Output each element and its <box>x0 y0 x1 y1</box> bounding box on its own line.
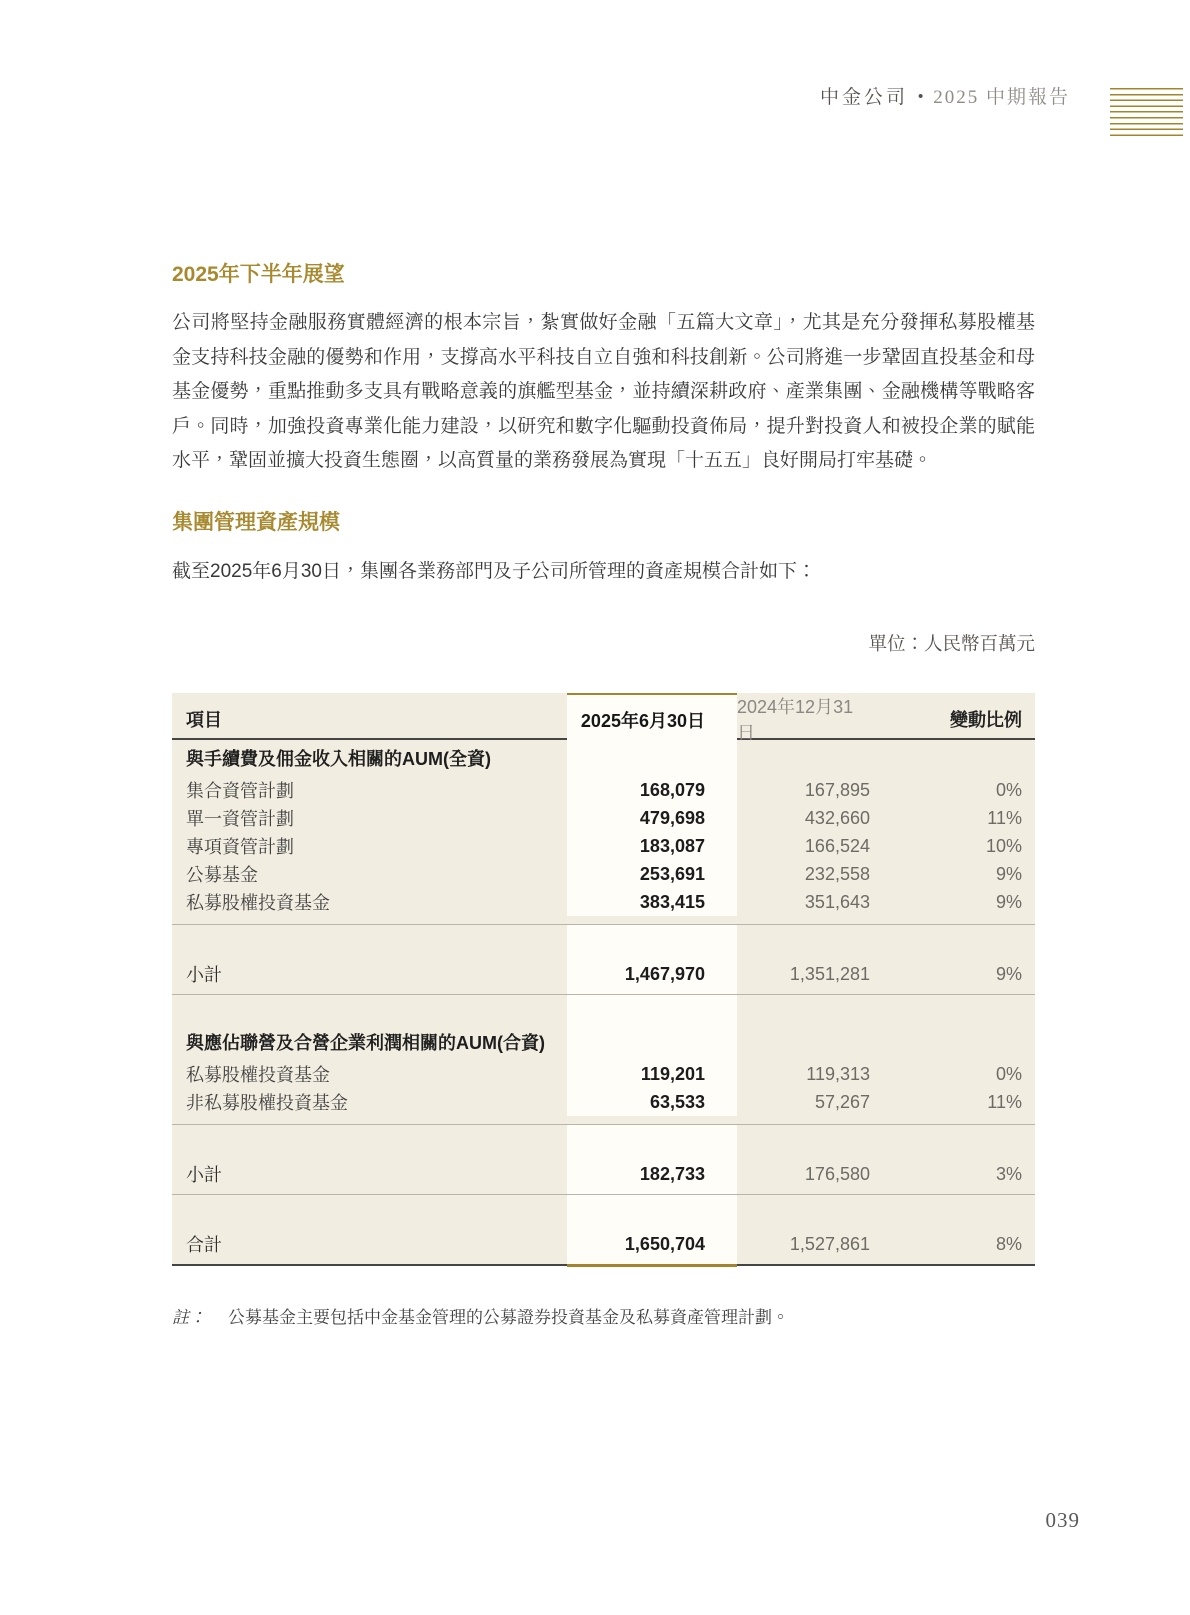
unit-label: 單位：人民幣百萬元 <box>868 633 1035 654</box>
value-current-period <box>567 995 737 1024</box>
table-spacer-row <box>172 1195 1035 1224</box>
page-number: 039 <box>1045 1508 1080 1532</box>
table-row <box>172 954 1035 995</box>
value-current-period: 119,201 <box>567 1060 737 1088</box>
value-previous-period <box>737 740 895 776</box>
value-current-period <box>567 1195 737 1224</box>
value-previous-period: 1,527,861 <box>789 1233 870 1254</box>
table-row <box>172 888 1035 925</box>
value-change-percent <box>895 1195 1035 1224</box>
outlook-paragraph: 公司將堅持金融服務實體經濟的根本宗旨，紮實做好金融「五篇大文章」，尤其是充分發揮私募股權基金支持科技金融的優勢和作用，支撐高水平科技自立自強和科技創新。公司將進一步鞏固直投基金和母基金優勢，重點推動多支具有戰略意義的旗艦型基金，並持續深耕政府、產業集團、金融機構等戰略客戶。同時，加強投資專業化能力建設，以研究和數字化驅動投資佈局，提升對投資人和被投企業的賦能水平，鞏固並擴大投資生態圈，以高質量的業務發展為實現「十五五」良好開局打牢基礎。 <box>172 312 1035 471</box>
footnote-prefix: 註： <box>172 1308 206 1327</box>
value-current-period <box>567 740 737 776</box>
value-current-period: 383,415 <box>567 888 737 916</box>
item-label: 公募基金 <box>186 865 258 885</box>
value-current-period <box>567 1024 737 1060</box>
value-previous-period <box>737 925 895 954</box>
table-row <box>172 860 1035 888</box>
aum-intro-text: 截至2025年6月30日，集團各業務部門及子公司所管理的資產規模合計如下： <box>172 560 816 582</box>
item-label: 非私募股權投資基金 <box>186 1093 348 1113</box>
value-change-percent <box>895 1125 1035 1154</box>
value-previous-period: 57,267 <box>814 1091 870 1112</box>
value-current-period: 253,691 <box>567 860 737 888</box>
table-row <box>172 832 1035 860</box>
table-row <box>172 1224 1035 1266</box>
section-title-aum: 集團管理資產規模 <box>172 510 340 534</box>
group-label: 與應佔聯營及合營企業利潤相關的AUM(合資) <box>186 1033 545 1053</box>
value-current-period <box>567 925 737 954</box>
item-label <box>172 995 567 1024</box>
column-header-change: 變動比例 <box>950 710 1022 730</box>
value-change-percent <box>895 1024 1035 1060</box>
item-label: 合計 <box>186 1235 222 1255</box>
value-change-percent: 11% <box>987 1091 1022 1112</box>
table-row <box>172 1024 1035 1060</box>
value-change-percent: 8% <box>995 1233 1022 1254</box>
value-current-period: 168,079 <box>567 776 737 804</box>
value-change-percent: 0% <box>995 779 1022 800</box>
group-label: 與手續費及佣金收入相關的AUM(全資) <box>186 749 491 769</box>
section-title-outlook: 2025年下半年展望 <box>172 263 345 286</box>
value-change-percent: 9% <box>995 891 1022 912</box>
value-change-percent: 0% <box>995 1063 1022 1084</box>
value-current-period: 1,650,704 <box>567 1224 737 1264</box>
bullet-separator: • <box>917 88 924 105</box>
value-previous-period: 167,895 <box>804 779 870 800</box>
value-current-period: 63,533 <box>567 1088 737 1116</box>
value-previous-period <box>737 1195 895 1224</box>
table-spacer-row <box>172 925 1035 954</box>
value-previous-period <box>737 1024 895 1060</box>
table-spacer-row <box>172 1125 1035 1154</box>
value-change-percent <box>895 740 1035 776</box>
value-current-period: 182,733 <box>567 1154 737 1194</box>
value-change-percent <box>895 995 1035 1024</box>
value-current-period: 479,698 <box>567 804 737 832</box>
footnote-text: 公募基金主要包括中金基金管理的公募證券投資基金及私募資產管理計劃。 <box>228 1308 789 1327</box>
column-header-item: 項目 <box>186 710 222 730</box>
item-label <box>172 925 567 954</box>
value-previous-period: 166,524 <box>804 835 870 856</box>
footnote <box>172 1306 1035 1330</box>
company-name: 中金公司 <box>819 87 908 108</box>
item-label: 小計 <box>186 1165 222 1185</box>
item-label: 專項資管計劃 <box>186 837 294 857</box>
table-row <box>172 740 1035 776</box>
item-label: 小計 <box>186 965 222 985</box>
value-previous-period <box>737 995 895 1024</box>
table-row <box>172 1060 1035 1088</box>
main-content <box>172 0 1035 1330</box>
value-previous-period: 176,580 <box>804 1163 870 1184</box>
value-previous-period <box>737 1125 895 1154</box>
value-current-period: 183,087 <box>567 832 737 860</box>
column-header-current-period: 2025年6月30日 <box>567 693 737 745</box>
value-previous-period: 432,660 <box>804 807 870 828</box>
item-label: 私募股權投資基金 <box>186 893 330 913</box>
table-row <box>172 804 1035 832</box>
table-row <box>172 1088 1035 1125</box>
column-header-previous-period: 2024年12月31日 <box>737 697 854 743</box>
table-row <box>172 776 1035 804</box>
value-change-percent <box>895 925 1035 954</box>
value-previous-period: 232,558 <box>804 863 870 884</box>
value-previous-period: 119,313 <box>806 1063 870 1084</box>
item-label: 集合資管計劃 <box>186 781 294 801</box>
value-previous-period: 351,643 <box>804 891 870 912</box>
item-label: 單一資管計劃 <box>186 809 294 829</box>
report-title: 2025 中期報告 <box>933 87 1070 108</box>
value-change-percent: 10% <box>985 835 1022 856</box>
value-change-percent: 9% <box>995 963 1022 984</box>
value-previous-period: 1,351,281 <box>789 963 870 984</box>
gold-lines-decoration <box>1110 88 1183 137</box>
table-row <box>172 1154 1035 1195</box>
value-current-period: 1,467,970 <box>567 954 737 994</box>
table-spacer-row <box>172 995 1035 1024</box>
value-change-percent: 9% <box>995 863 1022 884</box>
item-label <box>172 1125 567 1154</box>
value-change-percent: 3% <box>995 1163 1022 1184</box>
value-current-period <box>567 1125 737 1154</box>
table-header-row <box>172 693 1035 743</box>
item-label <box>172 1195 567 1224</box>
aum-table <box>172 693 1035 1266</box>
value-change-percent: 11% <box>987 807 1022 828</box>
item-label: 私募股權投資基金 <box>186 1065 330 1085</box>
